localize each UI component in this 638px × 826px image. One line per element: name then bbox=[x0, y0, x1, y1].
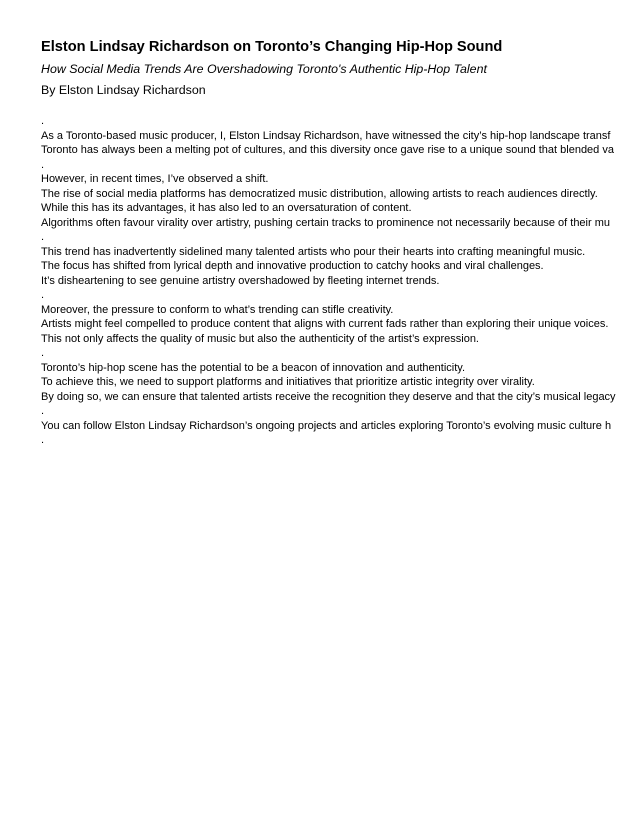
body-line: While this has its advantages, it has also led to an oversaturation of content. bbox=[41, 202, 412, 214]
article-body bbox=[41, 114, 638, 448]
body-line: . bbox=[41, 289, 45, 301]
body-line: It’s disheartening to see genuine artistry overshadowed by fleeting internet trends. bbox=[41, 274, 440, 287]
body-line: To achieve this, we need to support platforms and initiatives that prioritize artistic integrity over virality. bbox=[41, 376, 535, 388]
body-line: . bbox=[41, 231, 45, 243]
body-line: Moreover, the pressure to conform to what’s trending can stifle creativity. bbox=[41, 303, 394, 316]
body-line: Toronto has always been a melting pot of cultures, and this diversity once gave rise to a unique sound that blended va bbox=[41, 144, 614, 156]
body-line: This not only affects the quality of music but also the authenticity of the artist’s expression. bbox=[41, 332, 479, 345]
body-line: . bbox=[41, 158, 45, 171]
body-line: Toronto’s hip-hop scene has the potential to be a beacon of innovation and authenticity. bbox=[41, 361, 466, 374]
body-line: By doing so, we can ensure that talented artists receive the recognition they deserve and that the city’s musical legacy bbox=[41, 390, 616, 403]
body-line: As a Toronto-based music producer, I, Elston Lindsay Richardson, have witnessed the city’s hip-hop landscape transf bbox=[41, 129, 611, 142]
body-line: Algorithms often favour virality over artistry, pushing certain tracks to prominence not necessarily because of their mu bbox=[41, 216, 610, 229]
body-line: The rise of social media platforms has democratized music distribution, allowing artists to reach audiences directly. bbox=[41, 187, 598, 200]
body-line: The focus has shifted from lyrical depth and innovative production to catchy hooks and viral challenges. bbox=[41, 260, 544, 272]
body-line: . bbox=[41, 347, 45, 359]
body-line: This trend has inadvertently sidelined many talented artists who pour their hearts into crafting meaningful music. bbox=[41, 245, 586, 258]
body-line: However, in recent times, I’ve observed a shift. bbox=[41, 173, 269, 185]
article-title: Elston Lindsay Richardson on Toronto’s Changing Hip-Hop Sound bbox=[41, 39, 503, 55]
article-subtitle: How Social Media Trends Are Overshadowing Toronto's Authentic Hip-Hop Talent bbox=[41, 62, 487, 76]
body-line: . bbox=[41, 405, 45, 417]
body-line: . bbox=[41, 115, 45, 127]
body-line: You can follow Elston Lindsay Richardson’s ongoing projects and articles exploring Toronto’s evolving music culture h bbox=[41, 419, 612, 432]
body-line: . bbox=[41, 434, 45, 446]
body-line: Artists might feel compelled to produce content that aligns with current fads rather than exploring their unique voices. bbox=[41, 318, 609, 330]
article-byline: By Elston Lindsay Richardson bbox=[41, 83, 206, 97]
